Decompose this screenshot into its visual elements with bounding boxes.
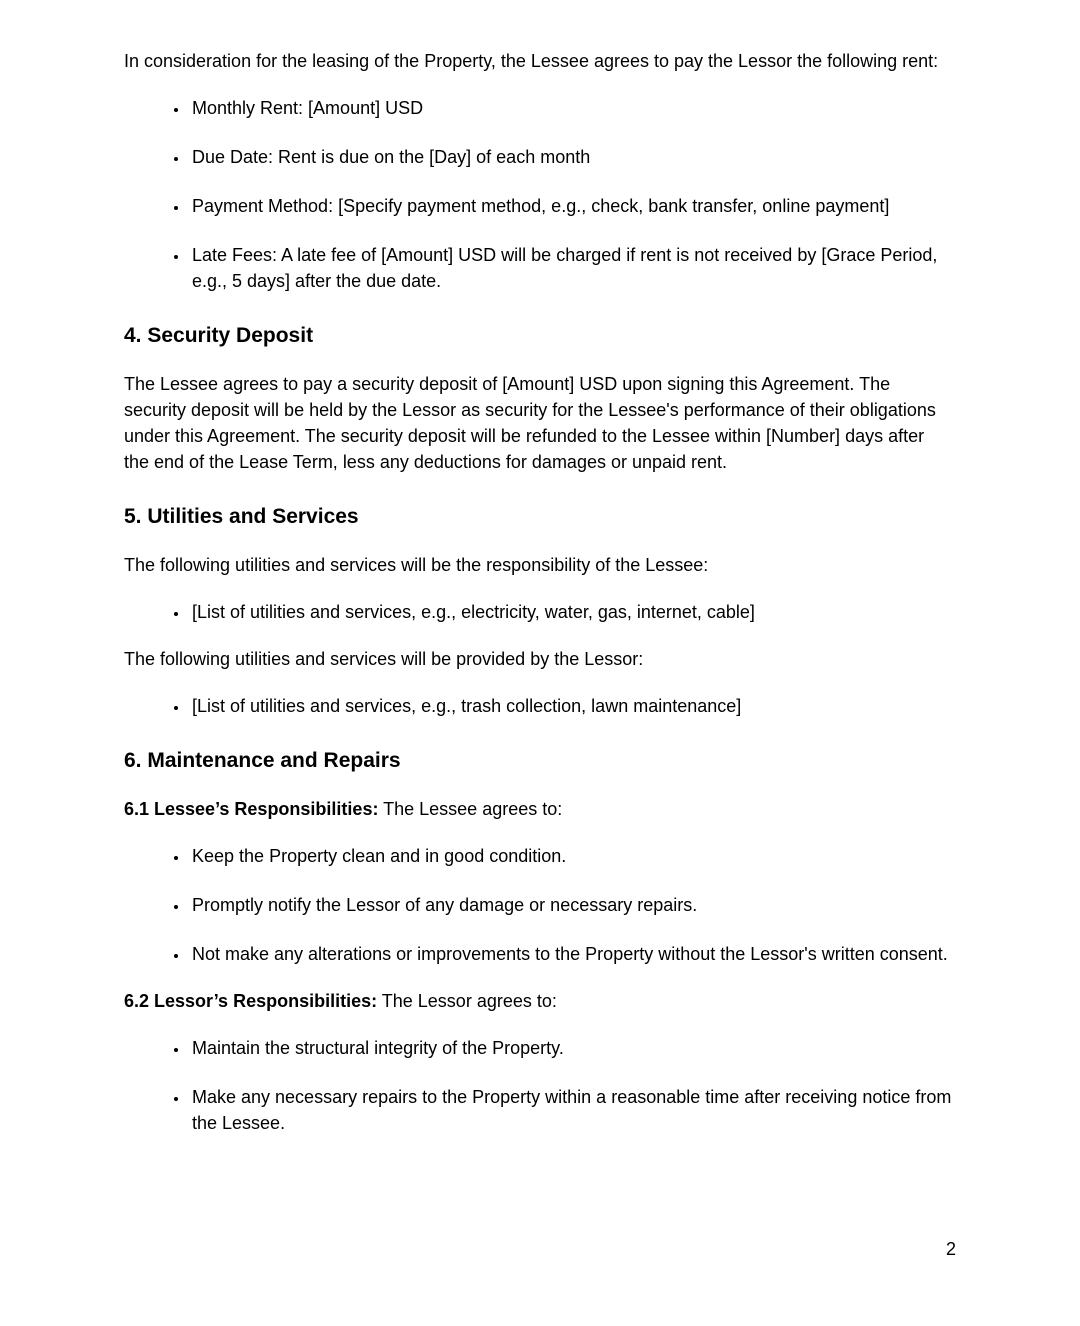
section-heading-maintenance-repairs: 6. Maintenance and Repairs — [124, 749, 401, 772]
intro-paragraph: In consideration for the leasing of the Property, the Lessee agrees to pay the Lessor the following rent: — [124, 51, 939, 71]
bullet-item-late-fees: • Late Fees: A late fee of [Amount] USD will be charged if rent is not received by [Grace Period, e.g., 5 days] after the due date. — [189, 242, 952, 294]
bullet-item-utilities-lessor: • [List of utilities and services, e.g., trash collection, lawn maintenance] — [189, 693, 952, 719]
section-heading-utilities-services: 5. Utilities and Services — [124, 505, 359, 528]
bullet-item-due-date: • Due Date: Rent is due on the [Day] of each month — [189, 144, 952, 170]
utilities-lessor-list — [124, 693, 952, 719]
lessor-responsibilities-label: 6.2 Lessor’s Responsibilities: — [124, 991, 378, 1011]
lessor-responsibilities-list — [124, 1035, 952, 1136]
bullet-item-utilities-lessee: • [List of utilities and services, e.g., electricity, water, gas, internet, cable] — [189, 599, 952, 625]
lessor-responsibilities-subheading — [124, 988, 952, 1014]
lessor-responsibilities-rest: The Lessor agrees to: — [377, 991, 557, 1011]
page-number: 2 — [945, 1239, 956, 1259]
bullet-item-no-alterations: • Not make any alterations or improvements to the Property without the Lessor's written consent. — [189, 941, 952, 967]
section-heading-security-deposit: 4. Security Deposit — [124, 324, 314, 347]
bullet-item-payment-method: • Payment Method: [Specify payment method, e.g., check, bank transfer, online payment] — [189, 193, 952, 219]
bullet-item-monthly-rent: • Monthly Rent: [Amount] USD — [189, 95, 952, 121]
rent-bullet-list — [124, 95, 952, 294]
lessee-responsibilities-list — [124, 843, 952, 967]
security-deposit-paragraph: The Lessee agrees to pay a security deposit of [Amount] USD upon signing this Agreement. The security deposit will be held by the Lessor as security for the Lessee's performance of their obligations under this Agreement. The security deposit will be refunded to the Lessee within [Number] days after the end of the Lease Term, less any deductions for damages or unpaid rent. — [124, 374, 936, 472]
lessee-responsibilities-rest: The Lessee agrees to: — [378, 799, 563, 819]
utilities-lessee-list — [124, 599, 952, 625]
bullet-item-notify-damage: • Promptly notify the Lessor of any damage or necessary repairs. — [189, 892, 952, 918]
utilities-lessor-paragraph: The following utilities and services will be provided by the Lessor: — [124, 649, 644, 669]
utilities-lessee-paragraph: The following utilities and services will be the responsibility of the Lessee: — [124, 555, 709, 575]
bullet-item-structural-integrity: • Maintain the structural integrity of the Property. — [189, 1035, 952, 1061]
bullet-item-necessary-repairs: • Make any necessary repairs to the Property within a reasonable time after receiving notice from the Lessee. — [189, 1084, 952, 1136]
bullet-item-keep-clean: • Keep the Property clean and in good condition. — [189, 843, 952, 869]
lessee-responsibilities-label: 6.1 Lessee’s Responsibilities: — [124, 799, 379, 819]
lessee-responsibilities-subheading — [124, 796, 952, 822]
